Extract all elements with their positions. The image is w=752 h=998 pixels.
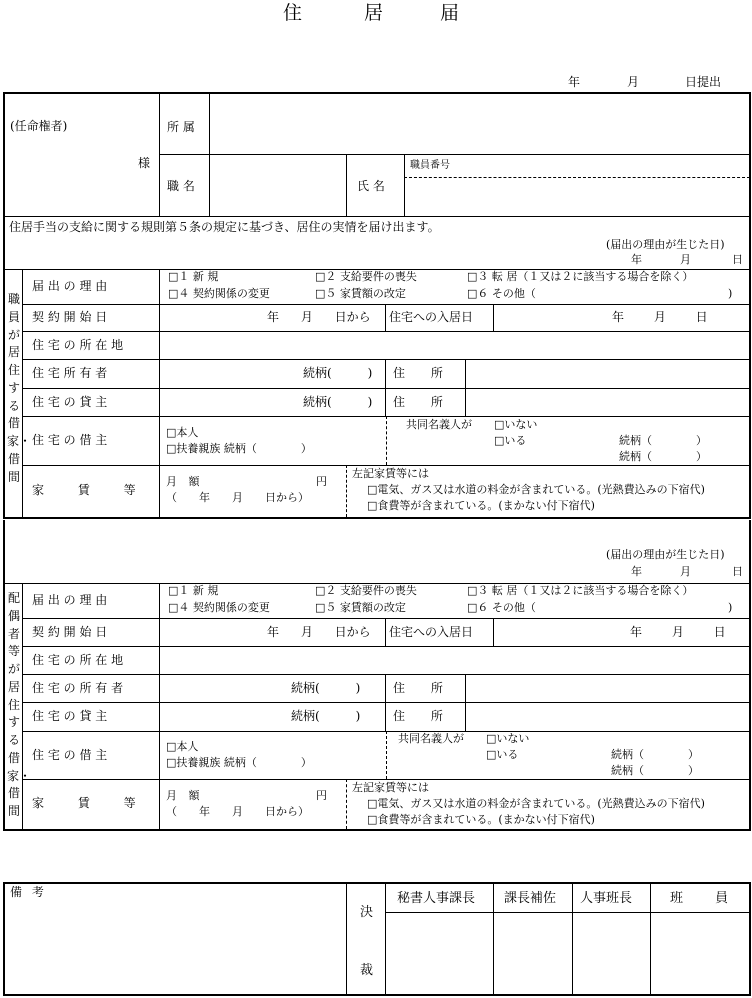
submit-day: 日提出 bbox=[685, 75, 722, 89]
s1-reason-date-day: 日 bbox=[732, 253, 743, 266]
s2-reason-other-close: ) bbox=[728, 601, 733, 614]
s2-reason-contract-change[interactable]: □４ 契約関係の変更 bbox=[168, 601, 270, 614]
s1-reason-other-close: ) bbox=[728, 287, 733, 300]
s1-borrower-self[interactable]: □本人 bbox=[166, 426, 199, 439]
honorific-label: 様 bbox=[138, 156, 151, 170]
s1-reason-date-note: (届出の理由が生じた日) bbox=[606, 238, 725, 251]
approver-secretary-hr-chief: 秘書人事課長 bbox=[397, 891, 476, 906]
s1-borrower-dependent[interactable]: □扶養親族 続柄（ ） bbox=[166, 442, 312, 455]
s2-contract-label: 契 約 開 始 日 bbox=[32, 625, 108, 639]
s2-move-in-date[interactable]: 年 月 日 bbox=[630, 625, 726, 639]
s1-co-relation-1[interactable]: 続柄（ ） bbox=[619, 434, 707, 447]
s2-borrower-self[interactable]: □本人 bbox=[166, 740, 199, 753]
s1-reason-lost[interactable]: □２ 支給要件の喪失 bbox=[315, 270, 417, 283]
s2-owner-label: 住 宅 の 所 有 者 bbox=[32, 681, 124, 695]
s2-yen-label: 円 bbox=[316, 789, 327, 802]
s1-co-lessee-no[interactable]: □いない bbox=[494, 418, 538, 431]
s2-reason-date-note: (届出の理由が生じた日) bbox=[606, 548, 725, 561]
s2-co-relation-2[interactable]: 続柄（ ） bbox=[611, 764, 699, 777]
title-char-3: 届 bbox=[440, 2, 460, 24]
s2-move-in-label: 住宅への入居日 bbox=[389, 625, 474, 639]
s1-borrower-label: 住 宅 の 借 主 bbox=[32, 433, 108, 447]
remarks-field[interactable] bbox=[8, 904, 342, 992]
s1-reason-move[interactable]: □３ 転 居（１又は２に該当する場合を除く） bbox=[467, 270, 694, 283]
s1-rent-label: 家 賃 等 bbox=[32, 483, 136, 497]
s2-rent-note-meals[interactable]: □食費等が含まれている。(まかない付下宿代) bbox=[367, 813, 595, 826]
s2-borrower-dependent[interactable]: □扶養親族 続柄（ ） bbox=[166, 756, 312, 769]
job-title-label: 職 名 bbox=[167, 179, 195, 193]
title-char-2: 居 bbox=[364, 2, 384, 24]
s2-side-label: 配偶者等が居住する借家・借間 bbox=[7, 591, 32, 818]
s2-reason-label: 届 出 の 理 由 bbox=[32, 593, 108, 607]
decision-char-1: 決 bbox=[360, 905, 374, 920]
s2-reason-other[interactable]: □６ その他（ bbox=[467, 601, 536, 614]
approver-team-member: 班 員 bbox=[670, 891, 729, 906]
s2-reason-date-year: 年 bbox=[631, 565, 642, 578]
s2-co-lessee-no[interactable]: □いない bbox=[486, 732, 530, 745]
s1-reason-date-year: 年 bbox=[631, 253, 642, 266]
s1-location-field[interactable] bbox=[162, 334, 747, 356]
s1-co-lessee-yes[interactable]: □いる bbox=[494, 434, 527, 447]
s1-co-lessee-label: 共同名義人が bbox=[406, 418, 472, 431]
s1-co-relation-2[interactable]: 続柄（ ） bbox=[619, 450, 707, 463]
seal-box-1[interactable] bbox=[388, 915, 490, 993]
s2-reason-lost[interactable]: □２ 支給要件の喪失 bbox=[315, 584, 417, 597]
s1-reason-contract-change[interactable]: □４ 契約関係の変更 bbox=[168, 287, 270, 300]
appointing-authority-label: (任命権者) bbox=[10, 119, 68, 133]
s1-move-in-date[interactable]: 年 月 日 bbox=[612, 310, 708, 324]
s1-owner-address-label: 住 所 bbox=[393, 366, 443, 380]
s1-monthly-label: 月 額 bbox=[166, 475, 200, 488]
staff-number-label: 職員番号 bbox=[410, 160, 450, 171]
s1-owner-relation[interactable]: 続柄( ) bbox=[303, 366, 373, 380]
statement-text: 住居手当の支給に関する規則第５条の規定に基づき、居住の実情を届け出ます。 bbox=[9, 220, 440, 234]
s2-co-lessee-label: 共同名義人が bbox=[398, 732, 464, 745]
s2-rent-from-date[interactable]: （ 年 月 日から） bbox=[166, 805, 309, 818]
job-title-field[interactable] bbox=[212, 158, 342, 212]
s1-rent-note-meals[interactable]: □食費等が含まれている。(まかない付下宿代) bbox=[367, 499, 595, 512]
s1-contract-label: 契 約 開 始 日 bbox=[32, 310, 108, 324]
s1-rent-note-utilities[interactable]: □電気、ガス又は水道の料金が含まれている。(光熱費込みの下宿代) bbox=[367, 483, 705, 496]
s2-reason-date-day: 日 bbox=[732, 565, 743, 578]
s1-rent-note-title: 左記家賃等には bbox=[352, 467, 429, 480]
s2-landlord-address-label: 住 所 bbox=[393, 709, 443, 723]
s1-owner-label: 住 宅 所 有 者 bbox=[32, 366, 108, 380]
s1-location-label: 住 宅 の 所 在 地 bbox=[32, 338, 124, 352]
s2-location-label: 住 宅 の 所 在 地 bbox=[32, 653, 124, 667]
s1-reason-date-month: 月 bbox=[680, 253, 691, 266]
s1-rent-from-date[interactable]: （ 年 月 日から） bbox=[166, 491, 309, 504]
decision-char-2: 裁 bbox=[360, 963, 374, 978]
s1-move-in-label: 住宅への入居日 bbox=[389, 310, 474, 324]
s1-side-label: 職員が居住する借家・借間 bbox=[7, 292, 32, 484]
seal-box-4[interactable] bbox=[653, 915, 747, 993]
s1-reason-label: 届 出 の 理 由 bbox=[32, 279, 108, 293]
remarks-label: 備 考 bbox=[10, 885, 44, 899]
name-label: 氏 名 bbox=[357, 179, 385, 193]
s1-landlord-relation[interactable]: 続柄( ) bbox=[303, 395, 373, 409]
approver-hr-team-leader: 人事班長 bbox=[580, 891, 633, 906]
name-field[interactable] bbox=[407, 180, 747, 213]
s2-rent-note-utilities[interactable]: □電気、ガス又は水道の料金が含まれている。(光熱費込みの下宿代) bbox=[367, 797, 705, 810]
submit-year: 年 bbox=[568, 75, 581, 89]
s2-contract-date[interactable]: 年 月 日から bbox=[267, 625, 371, 639]
approver-deputy-chief: 課長補佐 bbox=[504, 891, 557, 906]
submit-month: 月 bbox=[627, 75, 640, 89]
s1-contract-date[interactable]: 年 月 日から bbox=[267, 310, 371, 324]
s2-location-field[interactable] bbox=[162, 649, 747, 671]
s2-monthly-label: 月 額 bbox=[166, 789, 200, 802]
s2-owner-relation[interactable]: 続柄( ) bbox=[291, 681, 361, 695]
s2-landlord-label: 住 宅 の 貸 主 bbox=[32, 709, 108, 723]
affiliation-field[interactable] bbox=[212, 98, 746, 150]
s1-landlord-address-label: 住 所 bbox=[393, 395, 443, 409]
affiliation-label: 所 属 bbox=[167, 120, 195, 134]
seal-box-2[interactable] bbox=[496, 915, 569, 993]
s2-rent-note-title: 左記家賃等には bbox=[352, 781, 429, 794]
s1-reason-new[interactable]: □１ 新 規 bbox=[168, 270, 219, 283]
s1-reason-rent-change[interactable]: □５ 家賃額の改定 bbox=[315, 287, 406, 300]
s2-borrower-label: 住 宅 の 借 主 bbox=[32, 748, 108, 762]
s1-yen-label: 円 bbox=[316, 475, 327, 488]
s2-reason-new[interactable]: □１ 新 規 bbox=[168, 584, 219, 597]
seal-box-3[interactable] bbox=[575, 915, 647, 993]
s2-owner-address-label: 住 所 bbox=[393, 681, 443, 695]
s2-co-lessee-yes[interactable]: □いる bbox=[486, 748, 519, 761]
s2-co-relation-1[interactable]: 続柄（ ） bbox=[611, 748, 699, 761]
s1-reason-other[interactable]: □６ その他（ bbox=[467, 287, 536, 300]
s2-rent-label: 家 賃 等 bbox=[32, 796, 136, 810]
s2-reason-date-month: 月 bbox=[680, 565, 691, 578]
s1-landlord-label: 住 宅 の 貸 主 bbox=[32, 395, 108, 409]
title-char-1: 住 bbox=[283, 2, 303, 24]
s2-reason-move[interactable]: □３ 転 居（１又は２に該当する場合を除く） bbox=[467, 584, 694, 597]
s2-reason-rent-change[interactable]: □５ 家賃額の改定 bbox=[315, 601, 406, 614]
s2-landlord-relation[interactable]: 続柄( ) bbox=[291, 709, 361, 723]
